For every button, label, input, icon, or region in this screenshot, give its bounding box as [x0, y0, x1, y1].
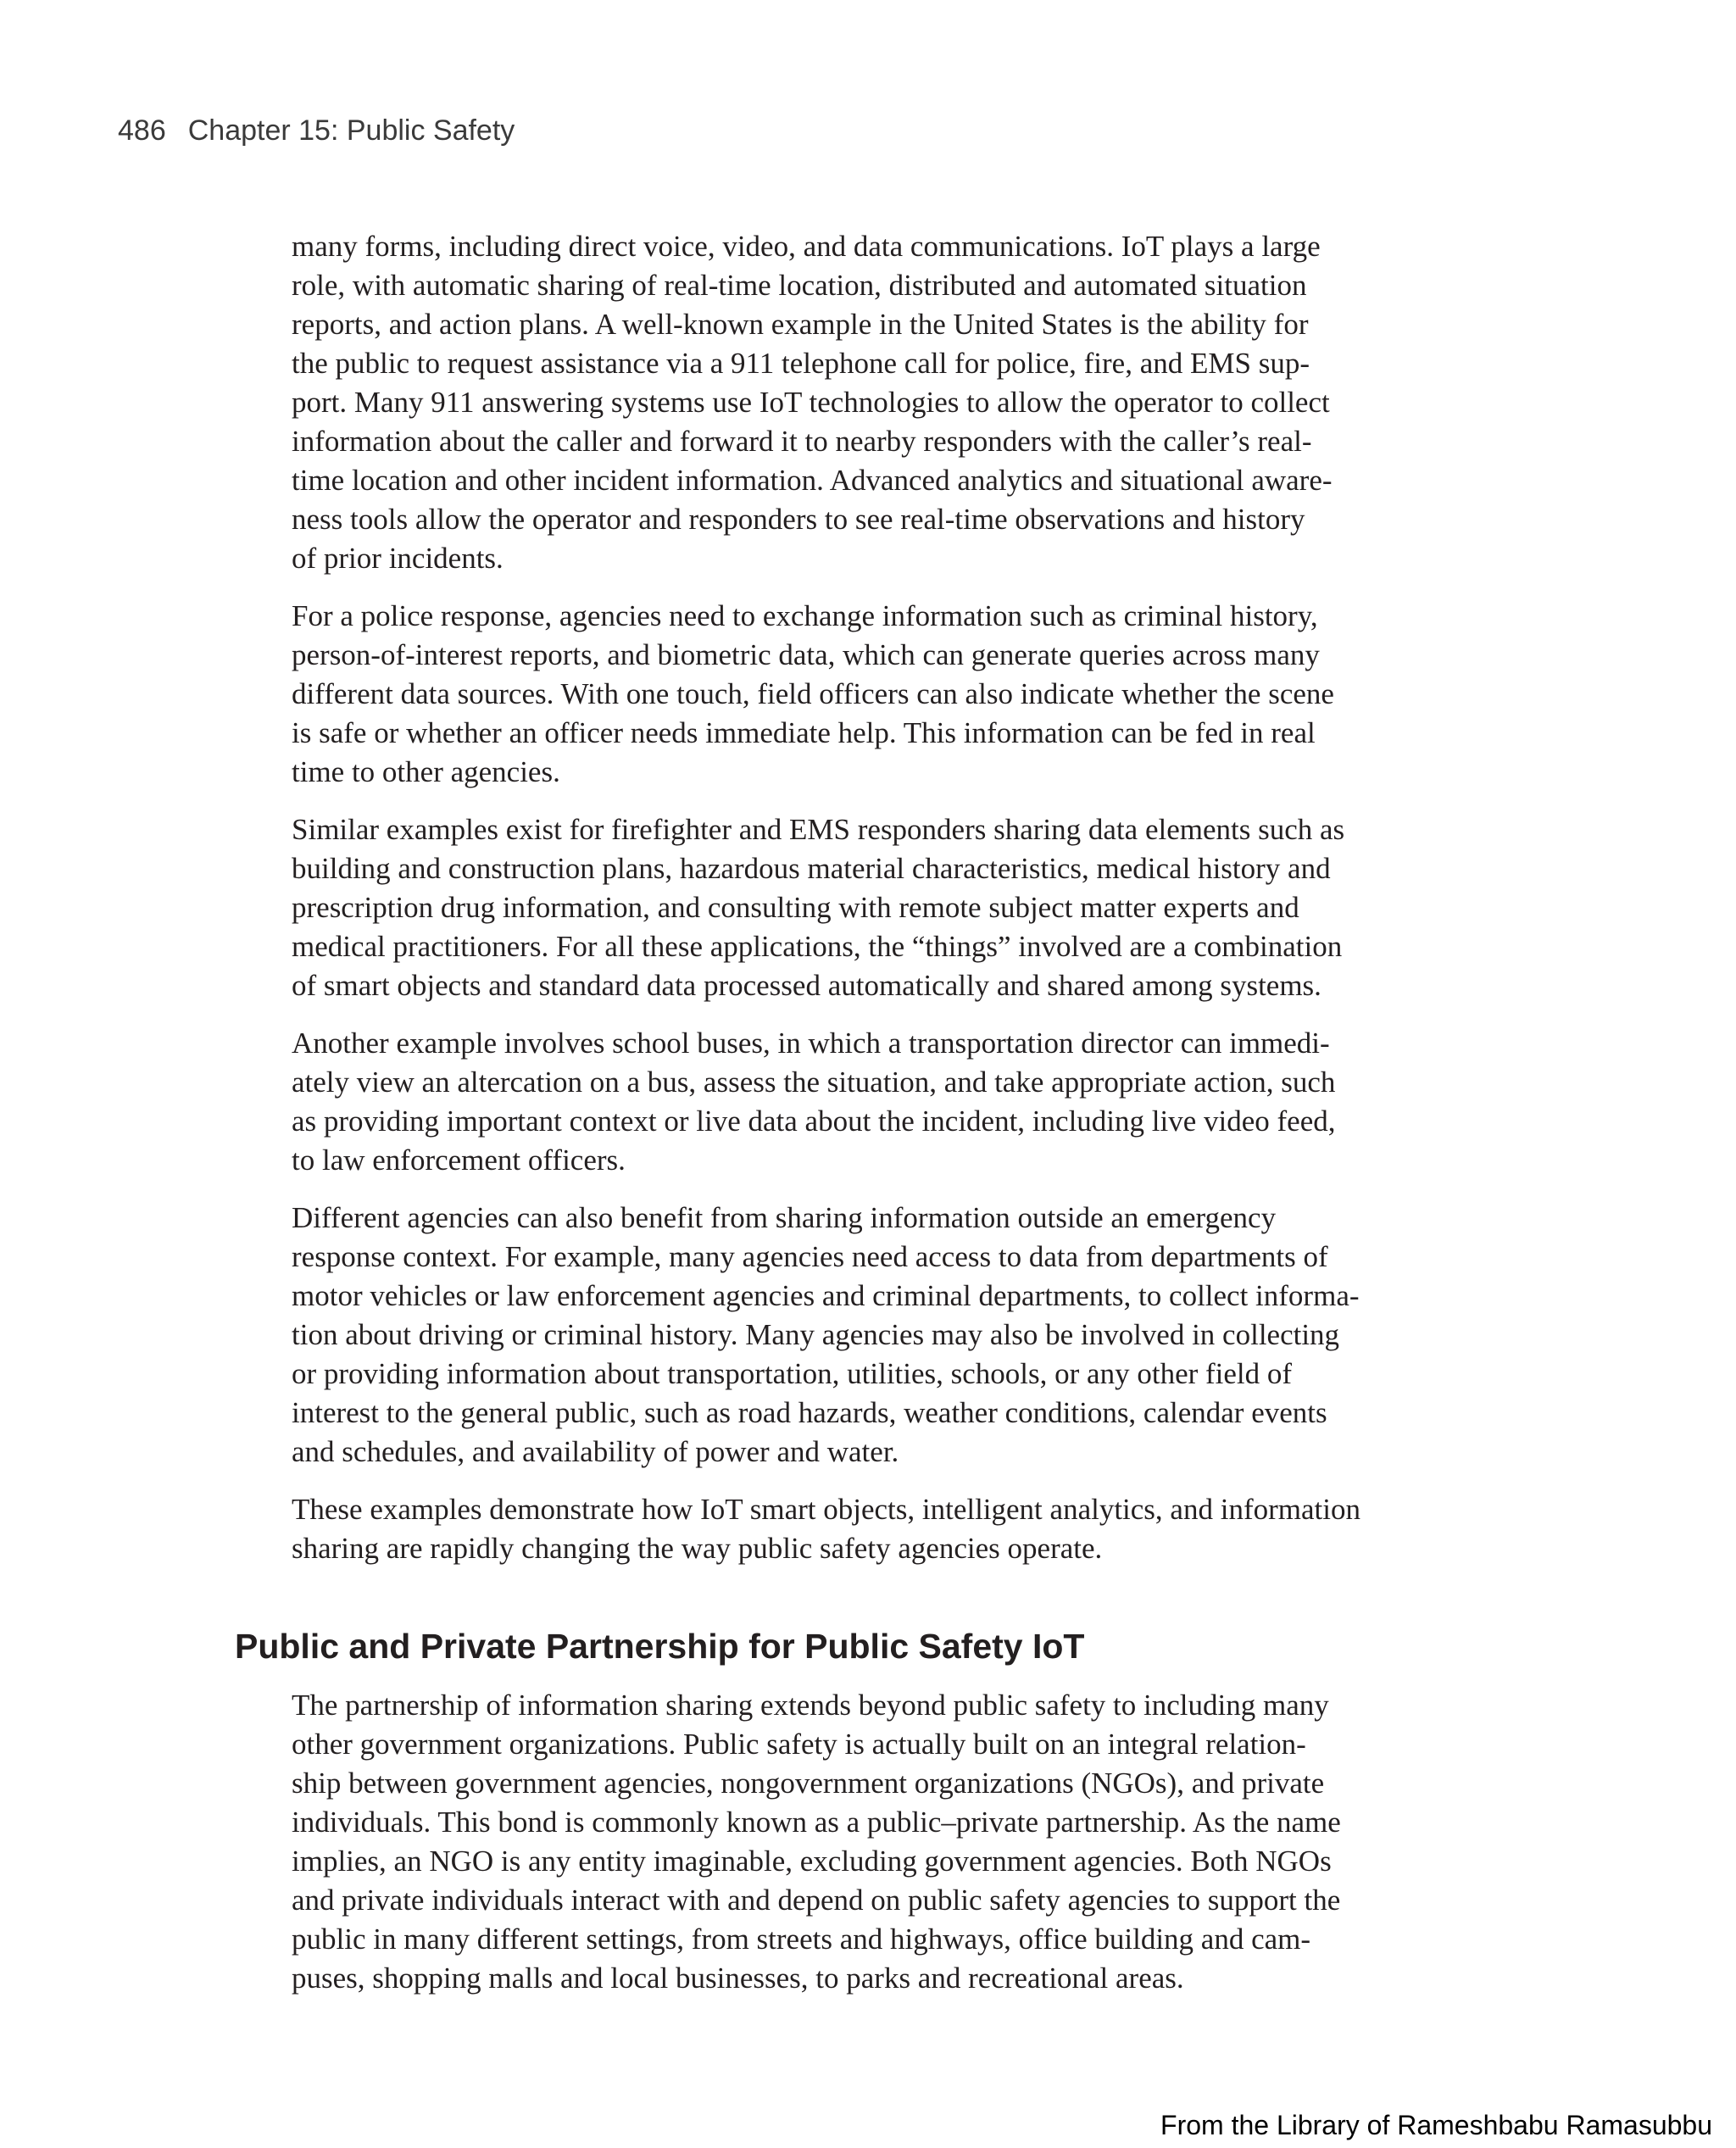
text-line: the public to request assistance via a 911 telephone call for police, fire, and EMS sup-: [292, 347, 1310, 380]
text-line: These examples demonstrate how IoT smart objects, intelligent analytics, and information: [292, 1493, 1360, 1526]
text-line: sharing are rapidly changing the way public safety agencies operate.: [292, 1532, 1103, 1565]
text-line: Similar examples exist for firefighter and EMS responders sharing data elements such as: [292, 813, 1345, 846]
text-line: of prior incidents.: [292, 542, 504, 575]
running-head: [118, 110, 515, 151]
text-line: public in many different settings, from streets and highways, office building and cam-: [292, 1923, 1311, 1956]
text-line: different data sources. With one touch, field officers can also indicate whether the scene: [292, 677, 1334, 710]
text-line: individuals. This bond is commonly known as a public–private partnership. As the name: [292, 1806, 1341, 1839]
text-line: The partnership of information sharing extends beyond public safety to including many: [292, 1689, 1329, 1722]
page-number: 486: [118, 114, 166, 147]
body-text-lower: [292, 1686, 1455, 2017]
text-line: puses, shopping malls and local businesses, to parks and recreational areas.: [292, 1962, 1184, 1995]
paragraph: [292, 1024, 1455, 1180]
paragraph: [292, 1490, 1455, 1568]
text-line: medical practitioners. For all these applications, the “things” involved are a combination: [292, 930, 1343, 963]
text-line: ately view an altercation on a bus, assess the situation, and take appropriate action, such: [292, 1066, 1336, 1099]
text-line: of smart objects and standard data processed automatically and shared among systems.: [292, 969, 1321, 1002]
text-line: prescription drug information, and consulting with remote subject matter experts and: [292, 891, 1299, 924]
text-line: other government organizations. Public safety is actually built on an integral relation-: [292, 1728, 1306, 1761]
text-line: time to other agencies.: [292, 755, 560, 788]
text-line: reports, and action plans. A well-known example in the United States is the ability for: [292, 308, 1309, 341]
chapter-title: Chapter 15: Public Safety: [187, 114, 515, 147]
text-line: role, with automatic sharing of real-time location, distributed and automated situation: [292, 269, 1307, 302]
text-line: or providing information about transportation, utilities, schools, or any other field of: [292, 1357, 1293, 1390]
text-line: port. Many 911 answering systems use IoT technologies to allow the operator to collect: [292, 386, 1330, 419]
text-line: time location and other incident information. Advanced analytics and situational aware-: [292, 464, 1333, 497]
text-line: is safe or whether an officer needs immediate help. This information can be fed in real: [292, 716, 1316, 749]
text-line: and private individuals interact with and depend on public safety agencies to support the: [292, 1884, 1341, 1917]
text-line: response context. For example, many agencies need access to data from departments of: [292, 1240, 1328, 1273]
text-line: implies, an NGO is any entity imaginable, excluding government agencies. Both NGOs: [292, 1845, 1332, 1878]
paragraph: [292, 1686, 1455, 1998]
text-line: interest to the general public, such as road hazards, weather conditions, calendar events: [292, 1396, 1327, 1429]
paragraph: [292, 597, 1455, 792]
text-line: ship between government agencies, nongovernment organizations (NGOs), and private: [292, 1767, 1325, 1800]
body-text-upper: [292, 227, 1455, 1587]
text-line: information about the caller and forward it to nearby responders with the caller’s real-: [292, 425, 1312, 458]
paragraph: [292, 1199, 1455, 1472]
paragraph: [292, 227, 1455, 578]
text-line: many forms, including direct voice, video, and data communications. IoT plays a large: [292, 230, 1321, 263]
section-heading: Public and Private Partnership for Public Safety IoT: [235, 1627, 1085, 1666]
text-line: person-of-interest reports, and biometric data, which can generate queries across many: [292, 638, 1320, 671]
text-line: For a police response, agencies need to exchange information such as criminal history,: [292, 599, 1318, 632]
library-watermark: From the Library of Rameshbabu Ramasubbu: [1160, 2110, 1712, 2140]
text-line: to law enforcement officers.: [292, 1144, 626, 1177]
text-line: Different agencies can also benefit from sharing information outside an emergency: [292, 1201, 1277, 1234]
text-line: ness tools allow the operator and responders to see real-time observations and history: [292, 503, 1305, 536]
text-line: as providing important context or live data about the incident, including live video feed,: [292, 1105, 1336, 1138]
text-line: building and construction plans, hazardous material characteristics, medical history and: [292, 852, 1331, 885]
paragraph: [292, 810, 1455, 1005]
text-line: motor vehicles or law enforcement agencies and criminal departments, to collect informa-: [292, 1279, 1360, 1312]
text-line: Another example involves school buses, in which a transportation director can immedi-: [292, 1027, 1330, 1060]
text-line: tion about driving or criminal history. Many agencies may also be involved in collecting: [292, 1318, 1340, 1351]
text-line: and schedules, and availability of power and water.: [292, 1435, 899, 1468]
